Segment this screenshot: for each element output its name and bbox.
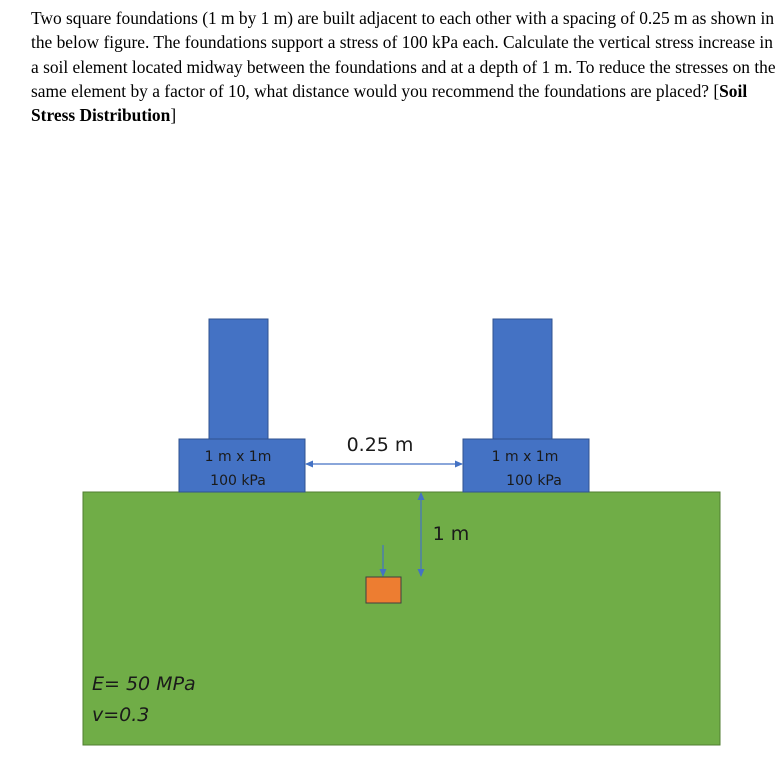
depth-label: 1 m [432,523,470,545]
soil-modulus-label: E= 50 MPa [92,673,196,695]
question-closing: ] [170,105,177,126]
question-topic: Soil Stress Distribution [31,80,748,126]
right-footing-size-label: 1 m x 1m [491,449,559,465]
soil-block [83,492,720,745]
right-footing-stress-label: 100 kPa [506,473,562,489]
question-body: Two square foundations (1 m by 1 m) are built adjacent to each other with a spacing of 0.25 m as shown in the below figure. The foundations support a stress of 100 kPa each. Calculate the vertical stress increase in a soil element located midway between the foundations and at a depth of 1 m. To reduce the stresses on the same element by a factor of 10, what distance would you recommend the foundations are placed? [ [31,8,776,101]
right-column [493,319,552,439]
soil-element [366,577,401,603]
soil-poisson-label: v=0.3 [92,704,150,726]
left-footing-size-label: 1 m x 1m [204,449,272,465]
left-footing-stress-label: 100 kPa [210,473,266,489]
spacing-label: 0.25 m [346,434,414,456]
left-column [209,319,268,439]
